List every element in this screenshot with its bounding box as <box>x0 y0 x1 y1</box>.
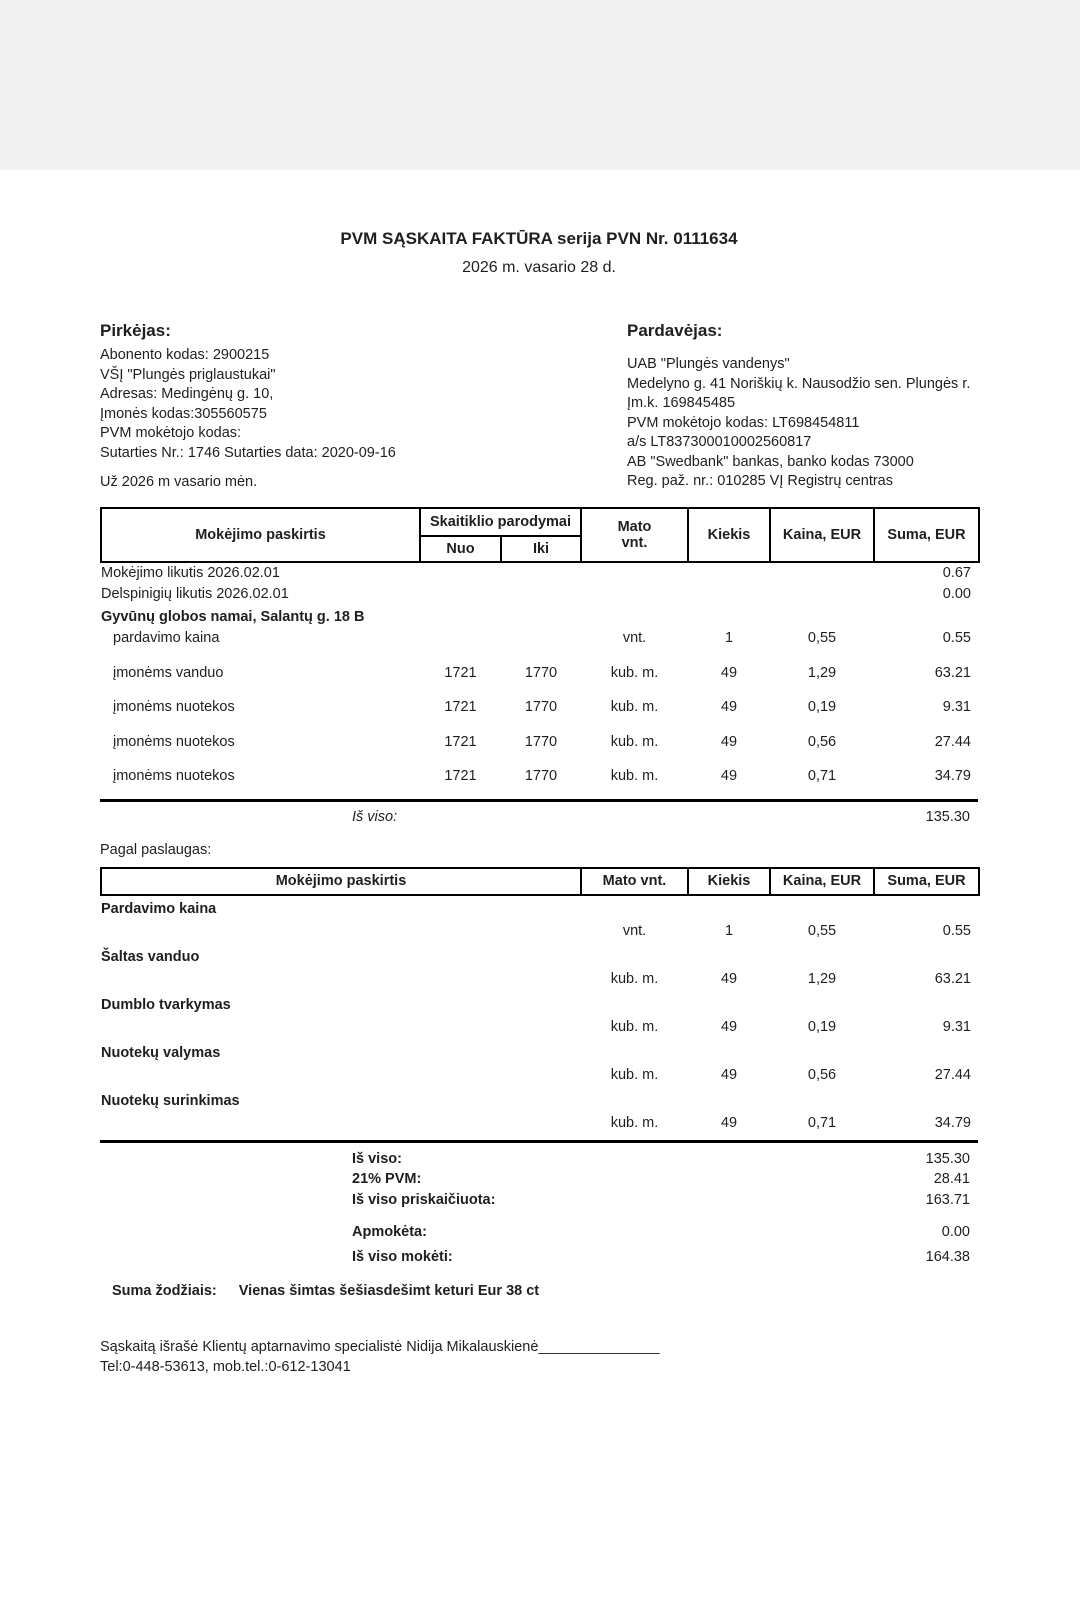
service-name: Nuotekų surinkimas <box>101 1092 240 1109</box>
row-to: 1770 <box>524 768 558 784</box>
row-label <box>101 1064 581 1088</box>
row-to <box>501 628 581 650</box>
service-value-row <box>101 920 979 944</box>
totals-vat-row <box>100 1170 978 1190</box>
buyer-details <box>100 346 627 463</box>
invoice-content <box>0 228 1080 1378</box>
footer-section <box>100 1338 978 1378</box>
row-to: 1770 <box>524 733 558 750</box>
col-payment-purpose: Mokėjimo paskirtis <box>101 508 420 562</box>
meter-table-total-row <box>100 802 978 828</box>
row-unit: vnt. <box>622 923 647 939</box>
col-sum: Suma, EUR <box>874 868 979 895</box>
row-price: 0,56 <box>807 1067 837 1083</box>
phone-line: Tel:0-448-53613, mob.tel.:0-612-13041 <box>100 1359 351 1375</box>
row-unit: kub. m. <box>610 699 659 715</box>
row-sum: 9.31 <box>942 1019 971 1035</box>
col-reading-from: Nuo <box>420 536 501 562</box>
row-price: 1,29 <box>807 664 837 681</box>
service-value-row <box>101 1112 979 1136</box>
buyer-address: Adresas: Medingėnų g. 10, <box>100 386 274 402</box>
row-from: 1721 <box>444 664 477 681</box>
row-qty: 49 <box>720 664 738 681</box>
row-price: 0,71 <box>807 768 837 784</box>
row-sum: 0.00 <box>942 586 971 602</box>
col-quantity: Kiekis <box>688 868 770 895</box>
billing-period: Už 2026 m vasario mėn. <box>100 474 258 490</box>
service-name-row <box>101 1088 979 1113</box>
row-label <box>101 1016 581 1040</box>
row-qty: 49 <box>720 699 738 715</box>
services-table <box>100 867 980 1136</box>
row-from: 1721 <box>444 699 477 715</box>
buyer-vat-code: PVM mokėtojo kodas: <box>100 425 242 441</box>
row-qty: 49 <box>720 1067 738 1083</box>
invoice-title: PVM SĄSKAITA FAKTŪRA serija PVN Nr. 0111634 <box>340 229 738 248</box>
row-label: įmonėms nuotekos <box>113 733 235 750</box>
service-name-row <box>101 944 979 969</box>
service-name: Dumblo tvarkymas <box>101 996 231 1013</box>
row-unit: kub. m. <box>610 664 659 681</box>
row-label: Mokėjimo likutis 2026.02.01 <box>101 564 280 581</box>
seller-vat-code: PVM mokėtojo kodas: LT698454811 <box>627 414 860 431</box>
total-label: Apmokėta: <box>352 1224 427 1240</box>
row-price: 0,55 <box>807 630 837 646</box>
row-qty: 49 <box>720 1115 738 1131</box>
row-sum: 9.31 <box>942 699 971 715</box>
table-row <box>101 584 979 606</box>
row-qty: 1 <box>724 630 734 646</box>
totals-section <box>100 1150 978 1268</box>
service-name-row <box>101 1040 979 1065</box>
row-sum: 34.79 <box>934 768 971 784</box>
buyer-contract: Sutarties Nr.: 1746 Sutarties data: 2020-09-16 <box>100 444 396 461</box>
object-row-label: Gyvūnų globos namai, Salantų g. 18 B <box>101 608 365 625</box>
row-sum: 0.55 <box>942 630 971 646</box>
seller-name: UAB "Plungės vandenys" <box>627 356 790 372</box>
total-label: Iš viso: <box>352 1150 402 1167</box>
row-price: 0,56 <box>807 733 837 750</box>
row-qty: 1 <box>724 923 734 939</box>
table-row <box>101 606 979 629</box>
table-row <box>101 562 979 585</box>
row-sum: 0.67 <box>942 564 971 581</box>
viewer-top-band <box>0 0 1080 170</box>
col-quantity: Kiekis <box>688 508 770 562</box>
services-table-header <box>101 868 979 895</box>
row-from: 1721 <box>444 733 477 750</box>
service-name: Nuotekų valymas <box>101 1044 221 1061</box>
services-table-total-rule <box>100 1140 978 1143</box>
row-label <box>101 920 581 944</box>
buyer-company-code: Įmonės kodas:305560575 <box>100 405 267 422</box>
row-price: 0,19 <box>807 1019 837 1035</box>
seller-registry: Reg. paž. nr.: 010285 VĮ Registrų centras <box>627 473 893 489</box>
total-value: 28.41 <box>933 1171 970 1187</box>
table-row <box>101 753 979 788</box>
service-name-row <box>101 992 979 1017</box>
issuer-line <box>100 1338 978 1358</box>
seller-details <box>627 355 978 492</box>
row-to: 1770 <box>524 699 558 715</box>
meter-readings-table <box>100 507 980 788</box>
signature-line: _______________ <box>538 1338 660 1355</box>
buyer-name: VŠĮ "Plungės priglaustukai" <box>100 366 276 383</box>
issuer-text: Sąskaitą išrašė Klientų aptarnavimo specialistė Nidija Mikalauskienė <box>100 1338 539 1355</box>
row-price: 0,55 <box>807 923 837 939</box>
total-value: 135.30 <box>925 1150 970 1167</box>
totals-subtotal-row <box>100 1150 978 1170</box>
buyer-heading: Pirkėjas: <box>100 321 171 340</box>
row-sum: 63.21 <box>934 971 971 987</box>
seller-bank: AB "Swedbank" bankas, banko kodas 73000 <box>627 453 914 470</box>
row-label <box>101 968 581 992</box>
row-unit: vnt. <box>622 630 647 646</box>
service-name: Pardavimo kaina <box>101 900 217 917</box>
col-unit: Mato vnt. <box>581 868 688 895</box>
col-meter-readings: Skaitiklio parodymai <box>420 508 581 536</box>
row-label: įmonėms nuotekos <box>113 768 235 784</box>
invoice-date: 2026 m. vasario 28 d. <box>462 259 616 276</box>
row-unit: kub. m. <box>610 1067 659 1083</box>
amount-in-words-label: Suma žodžiais: <box>112 1283 217 1299</box>
service-name-row <box>101 895 979 921</box>
seller-address: Medelyno g. 41 Noriškių k. Nausodžio sen. Plungės r. <box>627 375 971 392</box>
row-sum: 27.44 <box>934 733 971 750</box>
row-unit: kub. m. <box>610 733 659 750</box>
seller-account: a/s LT837300010002560817 <box>627 434 812 450</box>
row-qty: 49 <box>720 768 738 784</box>
total-value: 163.71 <box>925 1191 970 1208</box>
row-from: 1721 <box>444 768 477 784</box>
row-label: pardavimo kaina <box>113 630 220 646</box>
col-reading-to: Iki <box>501 536 581 562</box>
service-name: Šaltas vanduo <box>101 948 200 965</box>
service-value-row <box>101 1016 979 1040</box>
col-payment-purpose: Mokėjimo paskirtis <box>101 868 581 895</box>
col-unit-line2: vnt. <box>621 534 648 551</box>
col-unit <box>581 508 688 562</box>
totals-paid-row <box>100 1223 978 1243</box>
buyer-subscriber-code: Abonento kodas: 2900215 <box>100 347 270 363</box>
row-unit: kub. m. <box>610 768 659 784</box>
row-price: 1,29 <box>807 971 837 987</box>
total-label: Iš viso priskaičiuota: <box>352 1191 496 1208</box>
table-row <box>101 719 979 754</box>
services-section-label: Pagal paslaugas: <box>100 842 212 858</box>
total-label: Iš viso mokėti: <box>352 1248 453 1265</box>
row-sum: 34.79 <box>934 1115 971 1131</box>
table-row <box>101 650 979 685</box>
amount-in-words-row <box>100 1282 978 1302</box>
seller-heading: Pardavėjas: <box>627 321 723 340</box>
row-unit: kub. m. <box>610 971 659 987</box>
row-unit: kub. m. <box>610 1019 659 1035</box>
total-label: 21% PVM: <box>352 1171 422 1187</box>
table-row <box>101 684 979 719</box>
col-unit-line1: Mato <box>617 518 652 535</box>
row-unit: kub. m. <box>610 1115 659 1131</box>
total-value: 164.38 <box>925 1248 970 1265</box>
total-value: 135.30 <box>925 808 970 825</box>
amount-in-words-text: Vienas šimtas šešiasdešimt keturi Eur 38 ct <box>238 1283 540 1299</box>
col-price: Kaina, EUR <box>770 868 874 895</box>
seller-company-code: Įm.k. 169845485 <box>627 395 736 411</box>
row-sum: 63.21 <box>934 664 971 681</box>
totals-due-row <box>100 1248 978 1268</box>
col-sum: Suma, EUR <box>874 508 979 562</box>
row-sum: 0.55 <box>942 923 971 939</box>
row-label: Delspinigių likutis 2026.02.01 <box>101 586 289 602</box>
service-value-row <box>101 1064 979 1088</box>
totals-accrued-row <box>100 1191 978 1211</box>
buyer-block <box>100 320 627 493</box>
table-row <box>101 628 979 650</box>
row-price: 0,19 <box>807 699 837 715</box>
row-label: įmonėms vanduo <box>113 664 224 681</box>
col-price: Kaina, EUR <box>770 508 874 562</box>
total-label: Iš viso: <box>352 808 398 825</box>
row-sum: 27.44 <box>934 1067 971 1083</box>
parties-section <box>100 320 978 493</box>
total-value: 0.00 <box>941 1224 970 1240</box>
row-label: įmonėms nuotekos <box>113 699 235 715</box>
meter-table-header <box>101 508 979 562</box>
row-qty: 49 <box>720 733 738 750</box>
row-label <box>101 1112 581 1136</box>
seller-block <box>627 320 978 493</box>
row-qty: 49 <box>720 971 738 987</box>
row-to: 1770 <box>524 664 558 681</box>
row-qty: 49 <box>720 1019 738 1035</box>
service-value-row <box>101 968 979 992</box>
row-from <box>420 628 501 650</box>
row-price: 0,71 <box>807 1115 837 1131</box>
